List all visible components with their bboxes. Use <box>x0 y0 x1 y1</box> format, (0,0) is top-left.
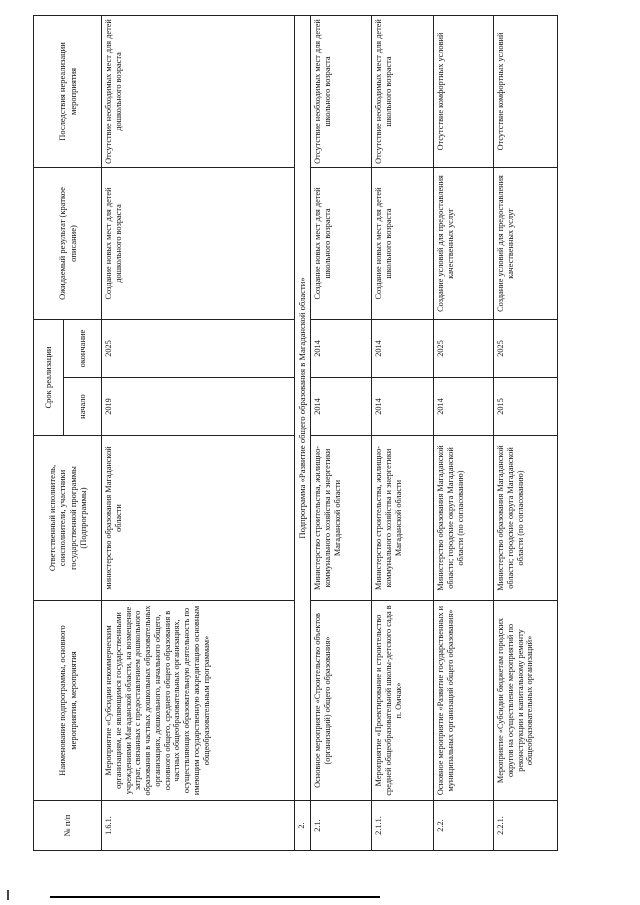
row-result: Создание новых мест для детей школьного возраста <box>372 168 434 320</box>
header-name: Наименование подпрограммы, основного мероприятия, мероприятия <box>34 601 102 801</box>
measures-table <box>33 15 558 851</box>
row-start: 2014 <box>372 378 434 436</box>
header-result: Ожидаемый результат (краткое описание) <box>34 168 102 320</box>
row-name: Мероприятие «Проектирование и строительство средней общеобразовательной школы-детского сада в п. Омчак» <box>372 601 434 801</box>
header-num: № п/п <box>34 801 102 851</box>
page-bottom-rule <box>50 896 380 898</box>
row-end: 2014 <box>311 320 372 378</box>
row-consequences: Отсутствие необходимых мест для детей школьного возраста <box>372 16 434 168</box>
header-consequences: Последствия нереализации мероприятия <box>34 16 102 168</box>
row-executor: Министерство строительства, жилищно-коммунального хозяйства и энергетики Магаданской области <box>311 436 372 601</box>
row-start: 2014 <box>311 378 372 436</box>
row-num: 2.1. <box>311 801 372 851</box>
row-name: Основное мероприятие «Развитие государственных и муниципальных организаций общего образования» <box>434 601 494 801</box>
table-row <box>434 16 494 851</box>
row-executor: Министерство строительства, жилищно-коммунального хозяйства и энергетики Магаданской области <box>372 436 434 601</box>
row-result: Создание новых мест для детей школьного возраста <box>311 168 372 320</box>
row-executor: Министерство образования Магаданской области; городские округа Магаданской области (по согласованию) <box>434 436 494 601</box>
row-result: Создание условий для предоставления качественных услуг <box>434 168 494 320</box>
row-start: 2019 <box>102 378 295 436</box>
row-end: 2014 <box>372 320 434 378</box>
table-row <box>102 16 295 851</box>
subprogram-num: 2. <box>295 801 311 851</box>
subprogram-row <box>295 16 311 851</box>
row-num: 2.2.1. <box>494 801 558 851</box>
row-result: Создание условий для предоставления качественных услуг <box>494 168 558 320</box>
header-row <box>34 16 64 851</box>
scan-edge-mark <box>7 890 9 900</box>
subprogram-title: Подпрограмма «Развитие общего образования в Магаданской области» <box>295 16 311 801</box>
row-end: 2025 <box>494 320 558 378</box>
row-num: 2.2. <box>434 801 494 851</box>
row-consequences: Отсутствие необходимых мест для детей школьного возраста <box>311 16 372 168</box>
row-num: 1.6.1. <box>102 801 295 851</box>
row-name: Мероприятие «Субсидии бюджетам городских округов на осуществление мероприятий по реконструкции и капитальному ремонту общеобразовательных организаций» <box>494 601 558 801</box>
header-start: начало <box>64 378 102 436</box>
row-name: Мероприятие «Субсидии некоммерческим организациям, не являющимся государственными учреждениями Магаданской области, на возмещение затрат, связанных с предоставлением дошкольного образования в частных дошкольных образовательных организациях, дошкольного, начального общего, основного общего, среднего общего образования в частных общеобразовательных организациях, осуществляющих образовательную деятельность по имеющим государственную аккредитацию основным общеобразовательным программам» <box>102 601 295 801</box>
row-consequences: Отсутствие комфортных условий <box>494 16 558 168</box>
row-end: 2025 <box>102 320 295 378</box>
header-executor: Ответственный исполнитель, соисполнители, участники государственной программы (Подпрограммы) <box>34 436 102 601</box>
row-name: Основное мероприятие «Строительство объектов (организаций) общего образования» <box>311 601 372 801</box>
row-result: Создание новых мест для детей дошкольного возраста <box>102 168 295 320</box>
row-consequences: Отсутствие необходимых мест для детей дошкольного возраста <box>102 16 295 168</box>
table-row <box>494 16 558 851</box>
table-row <box>311 16 372 851</box>
table-row <box>372 16 434 851</box>
row-consequences: Отсутствие комфортных условий <box>434 16 494 168</box>
row-executor: министерство образования Магаданской области <box>102 436 295 601</box>
row-start: 2015 <box>494 378 558 436</box>
row-num: 2.1.1. <box>372 801 434 851</box>
header-period: Срок реализации <box>34 320 64 436</box>
row-end: 2025 <box>434 320 494 378</box>
row-executor: Министерство образования Магаданской области; городские округа Магаданской области (по согласованию) <box>494 436 558 601</box>
row-start: 2014 <box>434 378 494 436</box>
header-end: окончание <box>64 320 102 378</box>
